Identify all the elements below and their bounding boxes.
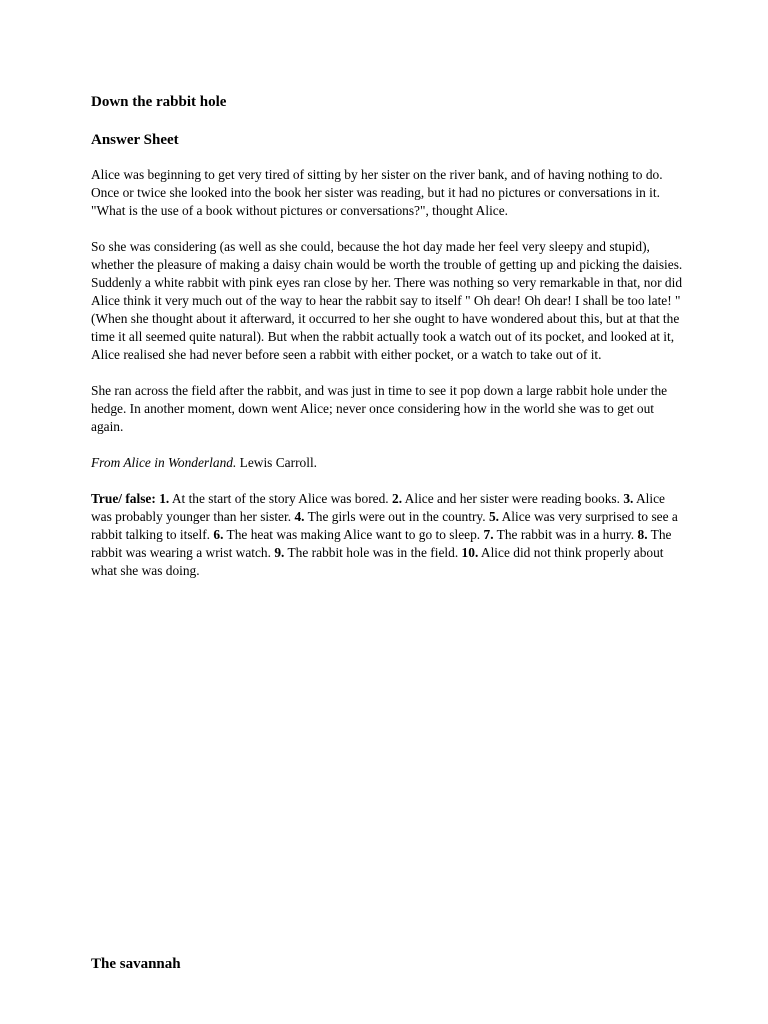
question-number: 10. (461, 545, 479, 560)
question-number: 9. (274, 545, 285, 560)
next-section-title: The savannah (91, 956, 181, 972)
source-author: Lewis Carroll. (236, 455, 318, 470)
source-work: From Alice in Wonderland. (91, 455, 237, 470)
document-title: Down the rabbit hole (91, 94, 227, 110)
question-number: 2. (392, 491, 403, 506)
question-number: 6. (213, 527, 224, 542)
question-number: 8. (637, 527, 648, 542)
question-text: Alice and her sister were reading books. (404, 491, 620, 506)
question-number: 1. (159, 491, 170, 506)
question-text: The rabbit hole was in the field. (287, 545, 459, 560)
paragraph-2: So she was considering (as well as she could, because the hot day made her feel very sleepy and stupid), whether the pleasure of making a daisy chain would be worth the trouble of getting up and picking the daisies. Suddenly a white rabbit with pink eyes ran close by her. There was nothing so very remarkable in that, nor did Alice think it very much out of the way to hear the rabbit say to itself " Oh dear! Oh dear! I shall be too late! "(When she thought about it afterward, it occurred to her she ought to have wondered about this, but at that the time it all seemed quite natural). But when the rabbit actually took a watch out of its pocket, and looked at it, Alice realised she had never before seen a rabbit with either pocket, or a watch to take out of it. (91, 239, 683, 362)
question-number: 5. (488, 509, 499, 524)
question-number: 4. (294, 509, 305, 524)
question-text: At the start of the story Alice was bored. (171, 491, 389, 506)
question-text: Alice was very surprised to see a rabbit talking to itself. (91, 509, 678, 542)
source-citation (91, 454, 683, 472)
question-number: 3. (623, 491, 634, 506)
question-text: The rabbit was wearing a wrist watch. (91, 527, 672, 560)
question-text: The rabbit was in a hurry. (496, 527, 635, 542)
document-body (91, 92, 683, 580)
question-number: 7. (483, 527, 494, 542)
question-text: The heat was making Alice want to go to sleep. (226, 527, 481, 542)
true-false-label: True/ false: (91, 491, 156, 506)
answer-sheet-heading: Answer Sheet (91, 132, 179, 148)
question-text: The girls were out in the country. (307, 509, 486, 524)
question-text: Alice did not think properly about what she was doing. (91, 545, 664, 578)
paragraph-1: Alice was beginning to get very tired of sitting by her sister on the river bank, and of having nothing to do. Once or twice she looked into the book her sister was reading, but it had no pictures or conversations in it. "What is the use of a book without pictures or conversations?", thought Alice. (91, 167, 663, 218)
true-false-questions (91, 490, 683, 580)
paragraph-3: She ran across the field after the rabbit, and was just in time to see it pop down a large rabbit hole under the hedge. In another moment, down went Alice; never once considering how in the world she was to get out again. (91, 383, 668, 434)
question-text: Alice was probably younger than her sister. (91, 491, 665, 524)
